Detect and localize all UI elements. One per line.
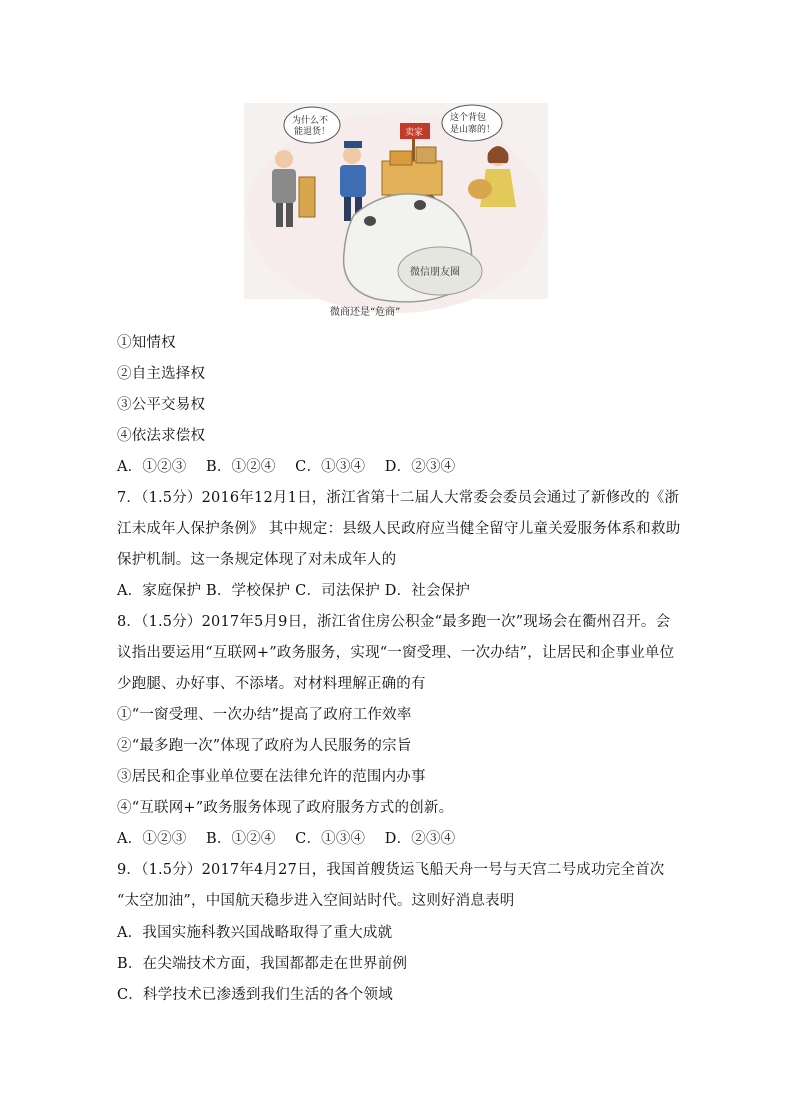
q8-option-2: ②“最多跑一次”体现了政府为人民服务的宗旨: [117, 738, 412, 754]
speech-bubble-right: [442, 105, 502, 141]
q6-option-1: ①知情权: [117, 335, 176, 351]
bubble-left-line2: 能退货！: [294, 127, 331, 137]
q8-option-3: ③居民和企事业单位要在法律允许的范围内办事: [117, 769, 426, 785]
q9-option-a: A．我国实施科教兴国战略取得了重大成就: [117, 925, 393, 941]
q7-answer-choices: A．家庭保护 B．学校保护 C．司法保护 D．社会保护: [117, 583, 471, 599]
q9-option-b: B．在尖端技术方面，我国都都走在世界前例: [117, 956, 408, 972]
cartoon-figure: [244, 103, 548, 319]
q8-answer-choices: A．①②③ B．①②④ C．①③④ D．②③④: [117, 831, 456, 847]
q7-line-3: 保护机制。这一条规定体现了对未成年人的: [117, 552, 397, 568]
q9-line-1: 9．（1.5分）2017年4月27日，我国首艘货运飞船天舟一号与天宫二号成功完全首次: [117, 862, 665, 878]
q8-option-4: ④“互联网+”政务服务体现了政府服务方式的创新。: [117, 800, 454, 816]
q8-option-1: ①“一窗受理、一次办结”提高了政府工作效率: [117, 707, 412, 723]
q6-answer-choices: A．①②③ B．①②④ C．①③④ D．②③④: [117, 459, 456, 475]
q8-line-3: 少跑腿、办好事、不添堵。对材料理解正确的有: [117, 676, 426, 692]
cartoon-illustration: [244, 103, 548, 319]
bubble-right-line1: 这个背包: [450, 113, 487, 123]
q7-line-1: 7．（1.5分）2016年12月1日，浙江省第十二届人大常委会委员会通过了新修改的《浙: [117, 490, 680, 506]
figure-caption: 微商还是“危商”: [330, 307, 401, 318]
q6-option-4: ④依法求偿权: [117, 428, 206, 444]
bubble-left-line1: 为什么不: [292, 116, 329, 126]
q7-line-2: 江未成年人保护条例》 其中规定：县级人民政府应当健全留守儿童关爱服务体系和救助: [117, 521, 681, 537]
bag-label: 微信朋友圈: [410, 267, 460, 278]
seller-sign-text: 卖家: [405, 128, 424, 138]
q6-option-2: ②自主选择权: [117, 366, 206, 382]
q8-line-2: 议指出要运用“互联网+”政务服务，实现“一窗受理、一次办结”，让居民和企事业单位: [117, 645, 675, 661]
bubble-right-line2: 是山寨的！: [450, 125, 496, 135]
q8-line-1: 8．（1.5分）2017年5月9日，浙江省住房公积金“最多跑一次”现场会在衢州召开。会: [117, 614, 671, 630]
q9-line-2: “太空加油”，中国航天稳步进入空间站时代。这则好消息表明: [117, 893, 515, 909]
q9-option-c: C．科学技术已渗透到我们生活的各个领域: [117, 987, 393, 1003]
q6-option-3: ③公平交易权: [117, 397, 206, 413]
